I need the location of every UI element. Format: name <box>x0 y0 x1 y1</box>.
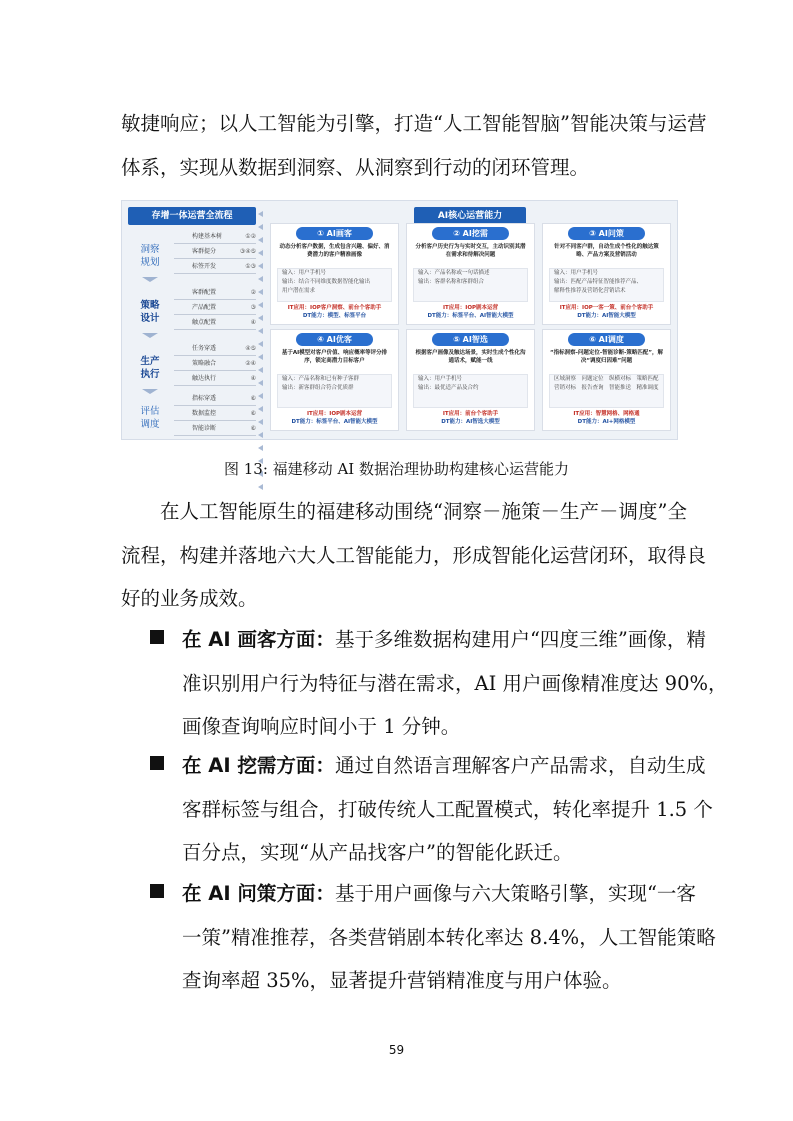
card-io-box: 输入：用户手机号 输出：最优适产品及合约 <box>413 374 528 408</box>
bullet-text: 查询率超 35%，显著提升营销精准度与用户体验。 <box>182 969 622 992</box>
stage-item: 产品配置 ③ <box>174 302 256 315</box>
bullet-heading: 在 AI 画客方面： <box>182 628 335 651</box>
bullet-square-icon <box>150 630 164 644</box>
chevron-left-icon <box>258 393 263 399</box>
bullet-item <box>150 618 728 749</box>
down-arrow-icon <box>142 389 158 394</box>
down-arrow-icon <box>142 333 158 338</box>
card-footer: IT应用：IOP一客一策、前台个客助手 DT能力：AI智能大模型 <box>559 305 654 319</box>
card-title: ① AI画客 <box>296 227 373 240</box>
card-footer: IT应用：IOP剧本运营 DT能力：标签平台、AI智能大模型 <box>291 411 378 425</box>
stage-item: 任务穿透 ④⑤ <box>174 343 256 356</box>
bullet-square-icon <box>150 756 164 770</box>
intro-paragraph <box>121 102 707 189</box>
chevron-left-icon <box>258 419 263 425</box>
body-paragraph <box>121 490 707 621</box>
capability-card <box>270 329 399 431</box>
page-number: 59 <box>388 1043 405 1057</box>
chevron-left-icon <box>258 432 263 438</box>
stage-item: 客群配置 ② <box>174 287 256 300</box>
bullet-text: 画像查询响应时间小于 1 分钟。 <box>182 715 461 738</box>
stage-item: 数据监控 ⑥ <box>174 408 256 421</box>
stage-label: 生产 执行 <box>140 356 160 380</box>
bullet-text: 一策”精准推荐，各类营销剧本转化率达 8.4%，人工智能策略 <box>182 925 716 949</box>
card-footer: IT应用：IOP客户洞察、前台个客助手 DT能力：模型、标签平台 <box>287 305 382 319</box>
chevron-left-icon <box>258 263 263 269</box>
card-footer: IT应用：智慧网格、网格通 DT能力：AI+网格模型 <box>573 411 640 425</box>
bullet-heading: 在 AI 挖需方面： <box>182 754 335 777</box>
chevron-left-icon <box>258 224 263 230</box>
card-description: 基于AI模型对客户价值、响应概率等评分排序，锁定高潜力目标客户 <box>281 350 388 364</box>
figure-caption: 图 13: 福建移动 AI 数据治理协助构建核心运营能力 <box>224 460 569 478</box>
card-io-box: 区域洞察 问题定位 纵横对标 策略匹配 营销对标 报告查询 智能推送 精准调度 <box>549 374 664 408</box>
stage-item: 智能诊断 ⑥ <box>174 423 256 436</box>
card-title: ④ AI优客 <box>296 333 373 346</box>
capability-card <box>542 223 671 325</box>
stage-item: 构建基本树 ①② <box>174 231 256 244</box>
card-io-box: 输入：用户手机号 输出：匹配产品特征智能推荐产品、 解释性推荐及营销化营销话术 <box>549 268 664 302</box>
chevron-left-icon <box>258 445 263 451</box>
card-io-box: 输入：产品名称和已有种子客群 输出：新客群组合符合优质群 <box>277 374 392 408</box>
chevron-left-icon <box>258 315 263 321</box>
card-title: ⑤ AI智选 <box>432 333 509 346</box>
core-capability-title: AI核心运营能力 <box>414 207 526 225</box>
card-footer: IT应用：IOP剧本运营 DT能力：标签平台、AI智能大模型 <box>427 305 514 319</box>
capability-card <box>406 329 535 431</box>
bullet-text: 通过自然语言理解客户产品需求，自动生成 <box>334 754 706 777</box>
process-title: 存增一体运营全流程 <box>128 207 256 225</box>
stage-label: 洞察 规划 <box>140 244 160 268</box>
bullet-text: 基于多维数据构建用户“四度三维”画像，精 <box>334 628 706 651</box>
card-description: 动态分析客户数据，生成包含兴趣、偏好、消费潜力的客户精准画像 <box>279 244 390 258</box>
bullet-text: 客群标签与组合，打破传统人工配置模式，转化率提升 1.5 个 <box>182 797 713 821</box>
card-footer: IT应用：前台个客助手 DT能力：AI智选大模型 <box>441 411 500 425</box>
stage-label: 评估 调度 <box>140 406 160 430</box>
chevron-left-icon <box>258 237 263 243</box>
card-io-box: 输入：用户手机号 输出：结合不同维度数据智能化输出 用户潜在需求 <box>277 268 392 302</box>
chevron-left-icon <box>258 354 263 360</box>
stage-item: 触达执行 ④ <box>174 373 256 386</box>
chevron-column <box>258 211 266 431</box>
card-description: 针对不同客户群，自动生成个性化的触达策略、产品方案及营销活动 <box>554 244 659 258</box>
bullet-text: 基于用户画像与六大策略引擎，实现“一客 <box>334 882 696 905</box>
paragraph-line: 在人工智能原生的福建移动围绕“洞察－施策－生产－调度”全 <box>160 500 687 523</box>
bullet-heading: 在 AI 问策方面： <box>182 882 335 905</box>
figure-diagram <box>121 200 678 440</box>
bullet-text: 准识别用户行为特征与潜在需求，AI 用户画像精准度达 90%， <box>182 671 728 695</box>
chevron-left-icon <box>258 367 263 373</box>
down-arrow-icon <box>142 277 158 282</box>
chevron-left-icon <box>258 250 263 256</box>
chevron-left-icon <box>258 406 263 412</box>
card-title: ② AI挖需 <box>432 227 509 240</box>
chevron-left-icon <box>258 276 263 282</box>
chevron-left-icon <box>258 211 263 217</box>
chevron-left-icon <box>258 380 263 386</box>
stage-item: 指标穿透 ⑥ <box>174 393 256 406</box>
card-title: ③ AI问策 <box>568 227 645 240</box>
stage-item: 客群提分 ③④⑤ <box>174 246 256 259</box>
card-description: “指标洞察-问题定位-智能诊断-策略匹配”，解决“调度归因难”问题 <box>549 350 664 364</box>
bullet-item <box>150 744 713 875</box>
stage-label: 策略 设计 <box>140 300 160 324</box>
card-description: 根据客户画像及触达场景，实时生成个性化沟通话术，赋能一线 <box>415 350 526 364</box>
bullet-text: 百分点，实现“从产品找客户”的智能化跃迁。 <box>182 841 573 864</box>
capability-card <box>542 329 671 431</box>
paragraph-line: 流程，构建并落地六大人工智能能力，形成智能化运营闭环，取得良 <box>121 543 707 567</box>
chevron-left-icon <box>258 289 263 295</box>
chevron-left-icon <box>258 328 263 334</box>
bullet-square-icon <box>150 884 164 898</box>
chevron-left-icon <box>258 341 263 347</box>
stage-item: 标签开发 ①③ <box>174 261 256 274</box>
card-io-box: 输入：产品名称或一句话描述 输出：客群名称和客群组合 <box>413 268 528 302</box>
intro-line: 敏捷响应；以人工智能为引擎，打造“人工智能智脑”智能决策与运营 <box>121 112 707 135</box>
intro-line: 体系，实现从数据到洞察、从洞察到行动的闭环管理。 <box>121 155 590 179</box>
card-title: ⑥ AI调度 <box>568 333 645 346</box>
capability-card <box>406 223 535 325</box>
process-column <box>128 207 256 435</box>
stage-item: 策略融合 ②④ <box>174 358 256 371</box>
capability-card <box>270 223 399 325</box>
bullet-item <box>150 872 716 1003</box>
card-description: 分析客户历史行为与实时交互，主动识别其潜在需求和待解决问题 <box>415 244 526 258</box>
paragraph-line: 好的业务成效。 <box>121 587 258 610</box>
stage-item: 触点配置 ④ <box>174 317 256 330</box>
chevron-left-icon <box>258 302 263 308</box>
